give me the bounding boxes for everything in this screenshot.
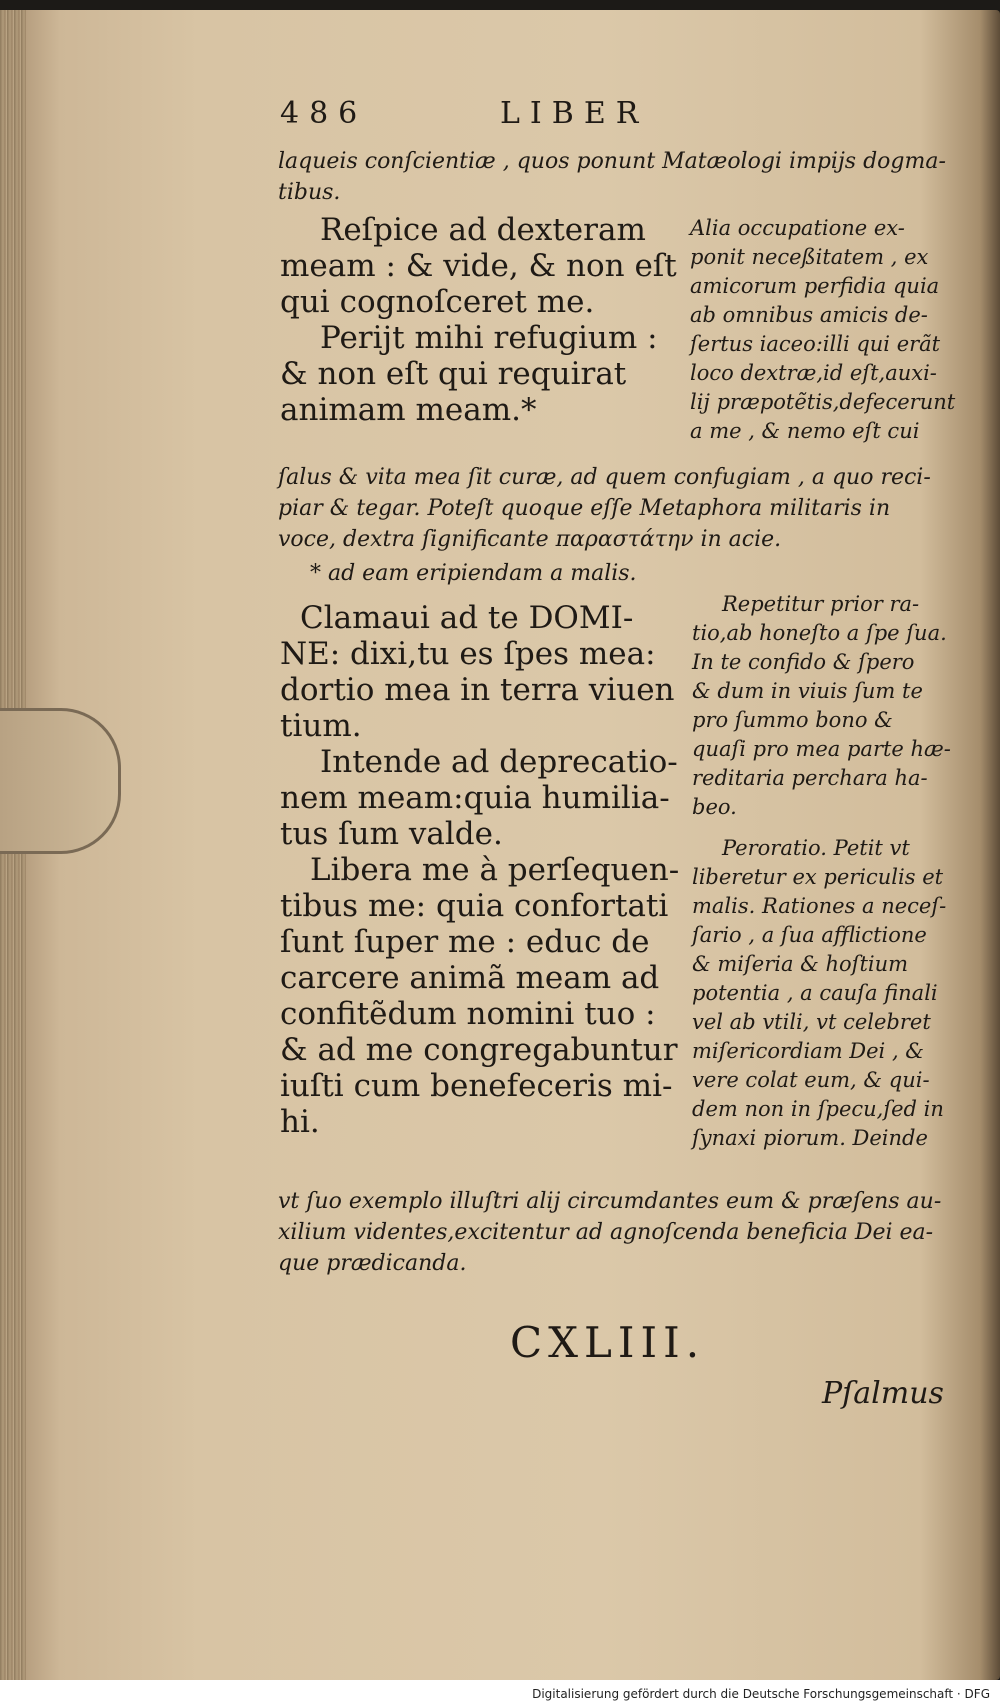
intro-text — [278, 146, 946, 208]
note-line: reditaria perchara ha- — [692, 766, 928, 790]
note-line: a me , & nemo eſt cui — [690, 419, 920, 443]
verse-line: tus ſum valde. — [280, 816, 503, 852]
verse-line: & non eſt qui requirat — [280, 356, 627, 392]
note-line: pro ſummo bono & — [692, 708, 893, 732]
verse-line: NE: dixi,tu es ſpes mea: — [280, 636, 656, 672]
side-note-3 — [692, 834, 947, 1153]
verse-line: & ad me congregabuntur — [280, 1032, 678, 1068]
note-line: malis. Rationes a neceſ- — [692, 894, 947, 918]
note-line: ſertus iaceo:illi qui erãt — [690, 332, 941, 356]
note-line: que prædicanda. — [278, 1251, 467, 1276]
verse-line: Libera me à perſequen- — [310, 852, 680, 888]
full-note-1 — [278, 462, 948, 555]
note-line: ſynaxi piorum. Deinde — [692, 1126, 928, 1150]
psalm-number-heading: CXLIII. — [510, 1318, 706, 1367]
verse-line: tibus me: quia confortati — [280, 888, 669, 924]
verse-line: animam meam.* — [280, 392, 537, 428]
note-line: vel ab vtili, vt celebret — [692, 1010, 931, 1034]
note-line: piar & tegar. Poteſt quoque eſſe Metaphora militaris in — [278, 496, 891, 521]
note-line: loco dextræ,id eſt,auxi- — [690, 361, 937, 385]
verse-line: ſunt ſuper me : educ de — [280, 924, 650, 960]
verse-line: tium. — [280, 708, 362, 744]
verse-line: carcere animã meam ad — [280, 960, 660, 996]
catchword: Pſalmus — [822, 1376, 944, 1411]
verse-block-1 — [280, 212, 677, 428]
note-line: ponit neceßitatem , ex — [690, 245, 929, 269]
verse-line: Perijt mihi refugium : — [320, 320, 658, 356]
verse-line: confitẽdum nomini tuo : — [280, 996, 656, 1032]
verse-line: meam : & vide, & non eſt — [280, 248, 677, 284]
digitization-footer — [0, 1680, 1000, 1708]
note-line: amicorum perfidia quia — [690, 274, 940, 298]
note-line: Peroratio. Petit vt — [722, 836, 910, 860]
note-line: Alia occupatione ex- — [690, 216, 905, 240]
asterisk-note: * ad eam eripiendam a malis. — [310, 561, 637, 586]
running-title: LIBER — [500, 96, 649, 131]
verse-block-2 — [280, 600, 680, 1140]
note-line: vere colat eum, & qui- — [692, 1068, 930, 1092]
note-line: lij præpotẽtis,defecerunt — [690, 390, 956, 414]
verse-line: hi. — [280, 1104, 320, 1140]
note-line: liberetur ex periculis et — [692, 865, 944, 889]
note-line: potentia , a cauſa finali — [692, 981, 938, 1005]
note-line: voce, dextra ſignificante παραστάτην in acie. — [278, 527, 782, 552]
verse-line: dortio mea in terra viuen — [280, 672, 675, 708]
verse-line: Intende ad deprecatio- — [320, 744, 678, 780]
note-line: xilium videntes,excitentur ad agnoſcenda beneficia Dei ea- — [278, 1220, 934, 1245]
side-note-2 — [692, 590, 951, 822]
note-line: & miſeria & hoſtium — [692, 952, 909, 976]
verse-line: iuſti cum benefeceris mi- — [280, 1068, 673, 1104]
verse-line: nem meam:quia humilia- — [280, 780, 670, 816]
verse-line: qui cognoſceret me. — [280, 284, 595, 320]
note-line: In te confido & ſpero — [692, 650, 915, 674]
verse-line: Reſpice ad dexteram — [320, 212, 646, 248]
note-line: quaſi pro mea parte hæ- — [692, 737, 951, 761]
footer-credit: Digitalisierung gefördert durch die Deutsche Forschungsgemeinschaft · DFG — [532, 1687, 990, 1701]
note-line: ſalus & vita mea ſit curæ, ad quem confugiam , a quo reci- — [278, 465, 931, 490]
side-note-1 — [690, 214, 956, 446]
note-line: tio,ab honeſto a ſpe ſua. — [692, 621, 947, 645]
full-note-3 — [278, 1186, 948, 1279]
note-line: dem non in ſpecu,ſed in — [692, 1097, 944, 1121]
note-line: miſericordiam Dei , & — [692, 1039, 924, 1063]
note-line: ſario , a ſua afflictione — [692, 923, 927, 947]
note-line: ab omnibus amicis de- — [690, 303, 928, 327]
page-number: 486 — [280, 96, 368, 131]
verse-line: Clamaui ad te DOMI- — [300, 600, 634, 636]
note-line: Repetitur prior ra- — [722, 592, 920, 616]
note-line: beo. — [692, 795, 737, 819]
note-line: vt ſuo exemplo illuſtri alij circumdantes eum & præſens au- — [278, 1189, 942, 1214]
intro-line: tibus. — [278, 180, 341, 205]
page-tab-marker — [0, 708, 121, 854]
note-line: & dum in viuis ſum te — [692, 679, 923, 703]
intro-line: laqueis conſcientiæ , quos ponunt Matæologi impijs dogma- — [278, 149, 946, 174]
